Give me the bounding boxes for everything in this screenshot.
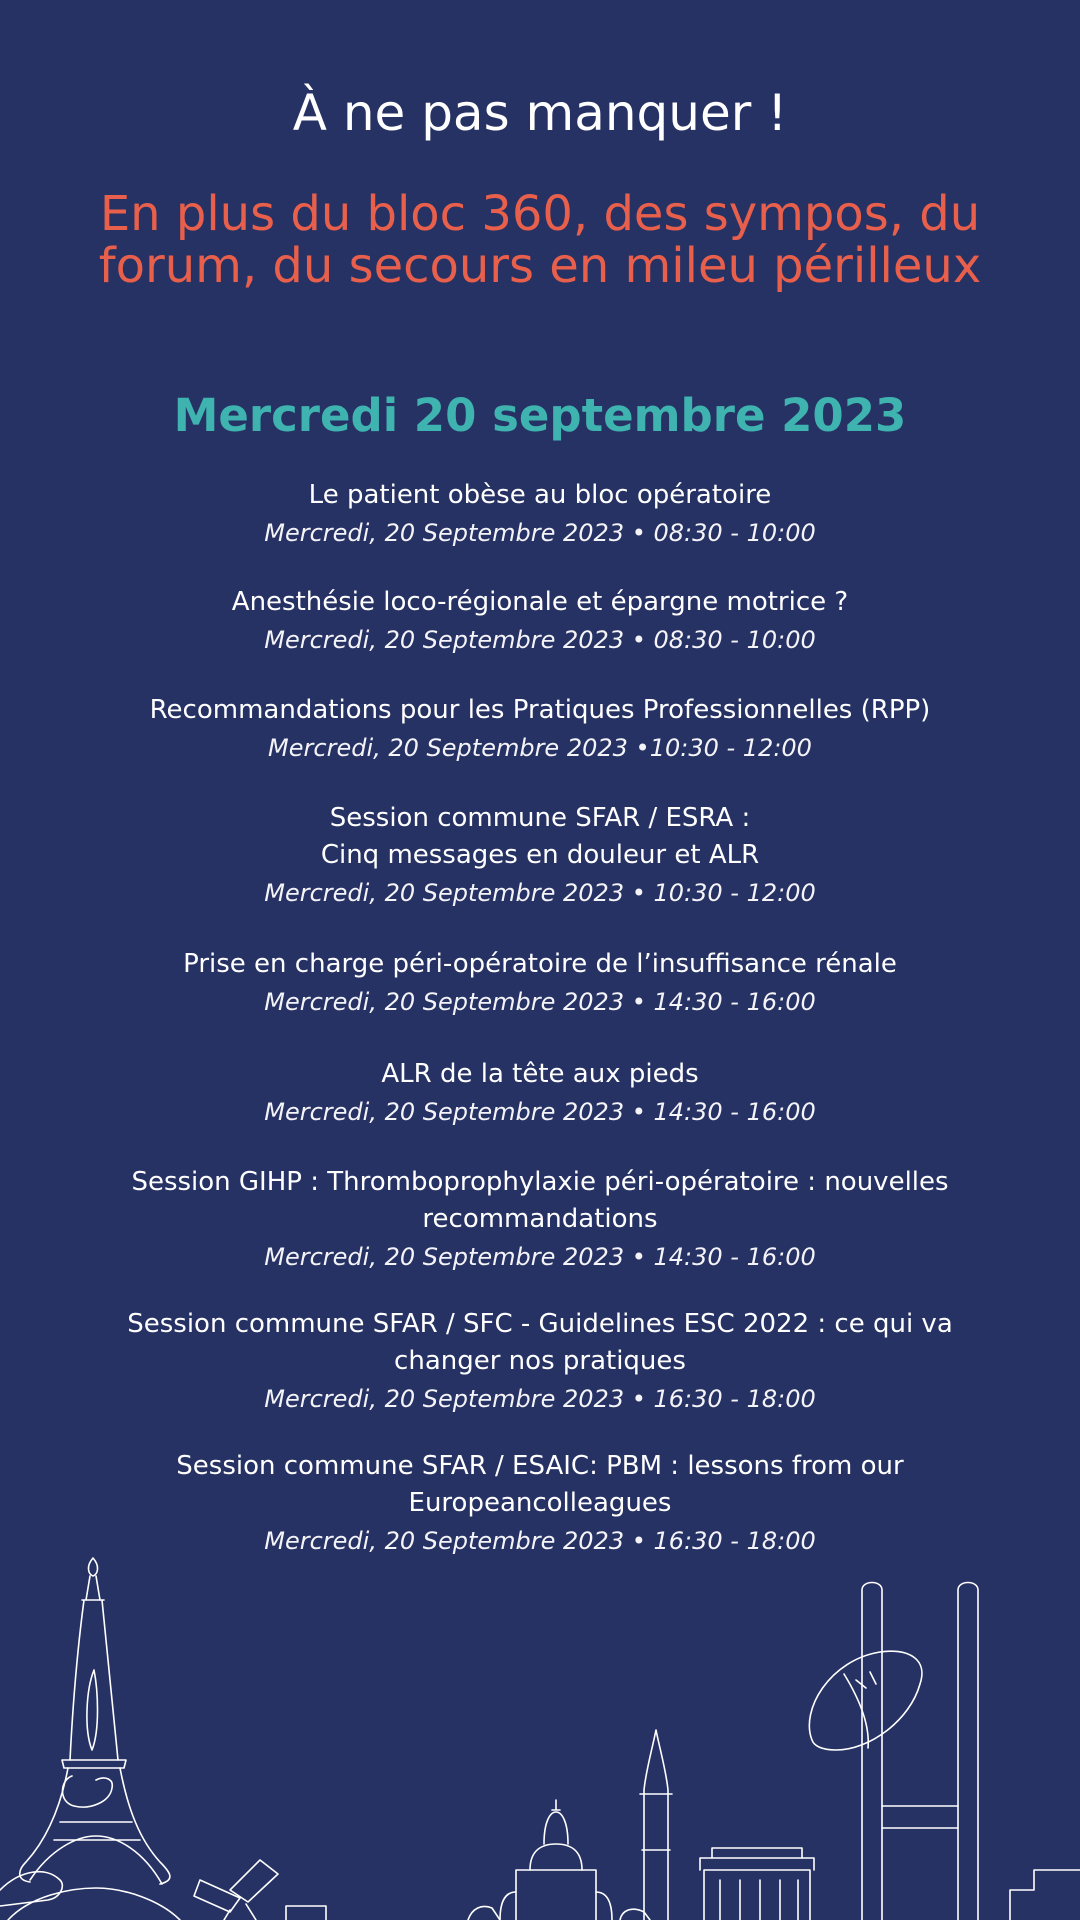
session-item xyxy=(80,1056,1000,1131)
building-icon xyxy=(700,1848,814,1920)
session-title: ALR de la tête aux pieds xyxy=(381,1059,699,1089)
session-datetime: Mercredi, 20 Septembre 2023 • 08:30 - 10:00 xyxy=(264,519,816,547)
rugby-posts-icon xyxy=(862,1583,978,1920)
session-datetime: Mercredi, 20 Septembre 2023 • 16:30 - 18:00 xyxy=(264,1527,816,1555)
session-item xyxy=(80,1164,1000,1276)
page-title: À ne pas manquer ! xyxy=(292,84,788,142)
session-datetime: Mercredi, 20 Septembre 2023 • 14:30 - 16:00 xyxy=(264,988,816,1016)
session-title: Session commune SFAR / SFC - Guidelines ESC 2022 : ce qui va changer nos pratiques xyxy=(127,1309,953,1376)
session-datetime: Mercredi, 20 Septembre 2023 • 14:30 - 16:00 xyxy=(264,1098,816,1126)
session-datetime: Mercredi, 20 Septembre 2023 •10:30 - 12:00 xyxy=(268,734,812,762)
session-datetime: Mercredi, 20 Septembre 2023 • 10:30 - 12:00 xyxy=(264,879,816,907)
session-item xyxy=(80,477,1000,552)
session-item xyxy=(80,946,1000,1021)
session-title: Le patient obèse au bloc opératoire xyxy=(308,480,772,510)
day-title: Mercredi 20 septembre 2023 xyxy=(173,389,907,442)
session-title: Recommandations pour les Pratiques Professionnelles (RPP) xyxy=(149,695,931,725)
page-subtitle: En plus du bloc 360, des sympos, du forum, du secours en mileu périlleux xyxy=(98,186,982,294)
windmill-icon xyxy=(194,1860,326,1920)
session-datetime: Mercredi, 20 Septembre 2023 • 16:30 - 18:00 xyxy=(264,1385,816,1413)
session-title: Session GIHP : Thromboprophylaxie péri-opératoire : nouvelles recommandations xyxy=(131,1167,949,1234)
session-item xyxy=(80,584,1000,659)
church-spire-icon xyxy=(640,1730,672,1920)
rugby-ball-icon xyxy=(809,1651,922,1750)
session-title: Session commune SFAR / ESAIC: PBM : lessons from our Europeancolleagues xyxy=(176,1451,904,1518)
session-title: Anesthésie loco-régionale et épargne motrice ? xyxy=(231,587,849,617)
session-item xyxy=(80,800,1000,912)
session-title: Prise en charge péri-opératoire de l’insuffisance rénale xyxy=(183,949,897,979)
building-icon xyxy=(1010,1870,1080,1920)
session-datetime: Mercredi, 20 Septembre 2023 • 14:30 - 16:00 xyxy=(264,1243,816,1271)
session-item xyxy=(80,692,1000,767)
eiffel-tower-icon xyxy=(0,1558,180,1920)
session-title: Session commune SFAR / ESRA : Cinq messages en douleur et ALR xyxy=(320,803,760,870)
paris-skyline-illustration xyxy=(0,1540,1080,1920)
session-item xyxy=(80,1306,1000,1418)
sacre-coeur-icon xyxy=(468,1800,650,1920)
session-datetime: Mercredi, 20 Septembre 2023 • 08:30 - 10:00 xyxy=(264,626,816,654)
